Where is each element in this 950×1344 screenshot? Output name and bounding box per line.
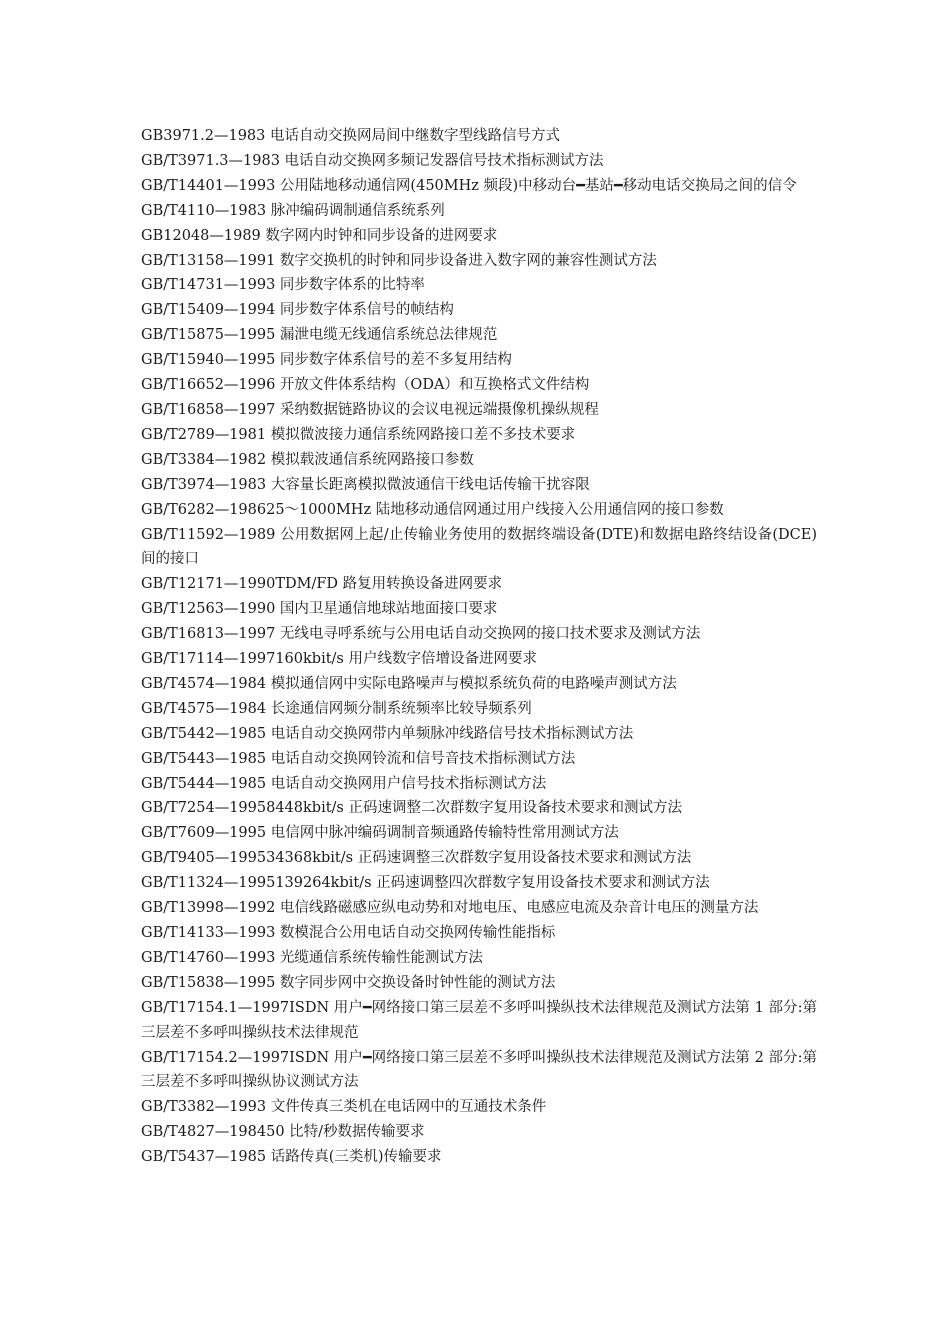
standard-item: GB/T13998—1992 电信线路磁感应纵电动势和对地电压、电感应电流及杂音计电压的测量方法 [141, 900, 759, 917]
standard-item: GB/T2789—1981 模拟微波接力通信系统网路接口差不多技术要求 [141, 426, 576, 443]
standard-item: GB/T14133—1993 数模混合公用电话自动交换网传输性能指标 [141, 925, 556, 941]
standard-item: GB/T17154.1—1997ISDN 用户━网络接口第三层差不多呼叫操纵技术法律规范及测试方法第 1 部分:第三层差不多呼叫操纵技术法律规范 [141, 999, 817, 1041]
standard-item: GB/T17154.2—1997ISDN 用户━网络接口第三层差不多呼叫操纵技术法律规范及测试方法第 2 部分:第三层差不多呼叫操纵协议测试方法 [141, 1049, 817, 1091]
standard-item: GB/T5443—1985 电话自动交换网铃流和信号音技术指标测试方法 [141, 750, 576, 767]
standard-item: GB/T14401—1993 公用陆地移动通信网(450MHz 频段)中移动台━基站━移动电话交换局之间的信令 [141, 177, 797, 194]
standard-item: GB/T5437—1985 话路传真(三类机)传输要求 [141, 1149, 442, 1166]
standard-item: GB/T6282—198625～1000MHz 陆地移动通信网通过用户线接入公用通信网的接口参数 [141, 501, 724, 518]
standard-item: GB/T12171—1990TDM/FD 路复用转换设备进网要求 [141, 576, 503, 593]
standard-item: GB/T4827—198450 比特/秒数据传输要求 [141, 1124, 425, 1141]
standard-item: GB/T11592—1989 公用数据网上起/止传输业务使用的数据终端设备(DTE)和数据电路终结设备(DCE)间的接口 [141, 526, 817, 568]
standard-item: GB/T3382—1993 文件传真三类机在电话网中的互通技术条件 [141, 1099, 547, 1116]
standard-item: GB/T15409—1994 同步数字体系信号的帧结构 [141, 302, 454, 319]
standard-item: GB/T14760—1993 光缆通信系统传输性能测试方法 [141, 949, 483, 966]
standard-item: GB/T4575—1984 长途通信网频分制系统频率比较导频系列 [141, 700, 532, 717]
standard-item: GB/T3971.3—1983 电话自动交换网多频记发器信号技术指标测试方法 [141, 152, 604, 169]
standard-item: GB/T15875—1995 漏泄电缆无线通信系统总法律规范 [141, 327, 498, 344]
standard-item: GB/T3974—1983 大容量长距离模拟微波通信干线电话传输干扰容限 [141, 476, 590, 493]
standard-item: GB/T7254—19958448kbit/s 正码速调整二次群数字复用设备技术要求和测试方法 [141, 800, 682, 817]
standard-item: GB/T16813—1997 无线电寻呼系统与公用电话自动交换网的接口技术要求及测试方法 [141, 626, 701, 643]
standard-item: GB/T12563—1990 国内卫星通信地球站地面接口要求 [141, 601, 498, 618]
standard-item: GB/T17114—1997160kbit/s 用户线数字倍增设备进网要求 [141, 651, 537, 668]
standard-item: GB/T13158—1991 数字交换机的时钟和同步设备进入数字网的兼容性测试方法 [141, 252, 657, 269]
standard-item: GB/T4110—1983 脉冲编码调制通信系统系列 [141, 202, 445, 219]
standard-item: GB/T7609—1995 电信网中脉冲编码调制音频通路传输特性常用测试方法 [141, 825, 619, 842]
standard-item: GB/T5442—1985 电话自动交换网带内单频脉冲线路信号技术指标测试方法 [141, 725, 634, 742]
standard-item: GB12048—1989 数字网内时钟和同步设备的进网要求 [141, 227, 498, 244]
standard-item: GB3971.2—1983 电话自动交换网局间中继数字型线路信号方式 [141, 128, 560, 144]
standard-item: GB/T5444—1985 电话自动交换网用户信号技术指标测试方法 [141, 775, 547, 792]
standards-list [141, 124, 817, 1170]
standard-item: GB/T16858—1997 采纳数据链路协议的会议电视远端摄像机操纵规程 [141, 401, 599, 418]
standard-item: GB/T14731—1993 同步数字体系的比特率 [141, 277, 425, 294]
standard-item: GB/T11324—1995139264kbit/s 正码速调整四次群数字复用设备技术要求和测试方法 [141, 875, 710, 892]
standard-item: GB/T16652—1996 开放文件体系结构（ODA）和互换格式文件结构 [141, 377, 590, 394]
standard-item: GB/T15838—1995 数字同步网中交换设备时钟性能的测试方法 [141, 974, 556, 991]
standard-item: GB/T15940—1995 同步数字体系信号的差不多复用结构 [141, 352, 512, 369]
standard-item: GB/T9405—199534368kbit/s 正码速调整三次群数字复用设备技术要求和测试方法 [141, 850, 692, 867]
standard-item: GB/T3384—1982 模拟载波通信系统网路接口参数 [141, 451, 474, 468]
standard-item: GB/T4574—1984 模拟通信网中实际电路噪声与模拟系统负荷的电路噪声测试方法 [141, 675, 677, 692]
